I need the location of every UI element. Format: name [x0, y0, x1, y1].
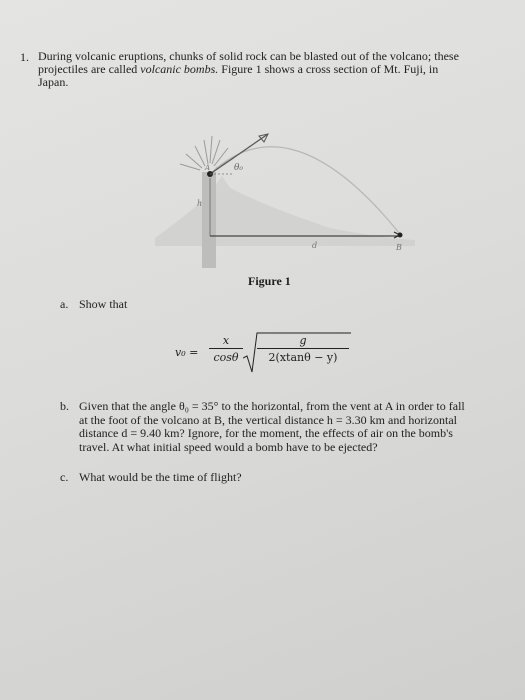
part-b-line: distance d = 9.40 km? Ignore, for the moment, the effects of air on the bomb's — [79, 426, 453, 440]
velocity-formula — [175, 330, 365, 380]
part-a-text: Show that — [79, 297, 128, 311]
part-b-letter: b. — [60, 399, 69, 413]
volcano-cross-section-diagram — [150, 118, 420, 278]
fraction-denominator: 2(xtanθ − y) — [268, 351, 338, 364]
part-a-letter: a. — [60, 297, 69, 311]
b-label: B — [396, 243, 402, 252]
fraction-denominator: cosθ — [213, 351, 239, 364]
theta-label: θ₀ — [234, 163, 244, 173]
fraction-x-over-cos — [209, 334, 243, 364]
a-label: A — [205, 164, 211, 172]
part-b-line: at the foot of the volcano at B, the vertical distance h = 3.30 km and horizontal — [79, 412, 457, 427]
intro-line-1: During volcanic eruptions, chunks of solid rock can be blasted out of the volcano; these — [38, 49, 459, 63]
intro-text: Figure 1 shows a cross section of Mt. Fuji, in — [218, 62, 439, 76]
vent-column — [202, 172, 216, 268]
intro-line-2 — [38, 63, 498, 76]
part-c-text: What would be the time of flight? — [79, 470, 242, 484]
figure-caption: Figure 1 — [248, 274, 291, 288]
question-number: 1. — [20, 50, 29, 64]
d-label: d — [312, 241, 318, 250]
part-b-line: Given that the angle θ₀ = 35° to the horizontal, from the vent at A in order to fall — [79, 399, 465, 413]
part-b-line: travel. At what initial speed would a bomb have to be ejected? — [79, 439, 378, 454]
fraction-g-over-expr — [257, 334, 349, 364]
fraction-numerator: g — [257, 334, 349, 349]
h-label: h — [197, 199, 203, 208]
fraction-numerator: x — [209, 334, 243, 349]
question-intro — [38, 50, 498, 89]
intro-line-3: Japan. — [38, 75, 69, 89]
volcano-figure — [150, 118, 420, 278]
part-c-letter: c. — [60, 470, 69, 484]
part-b-text — [79, 400, 465, 454]
intro-text: projectiles are called — [38, 62, 141, 76]
formula-lhs: v₀ = — [175, 346, 199, 359]
intro-term-italic: volcanic bombs. — [140, 62, 219, 76]
